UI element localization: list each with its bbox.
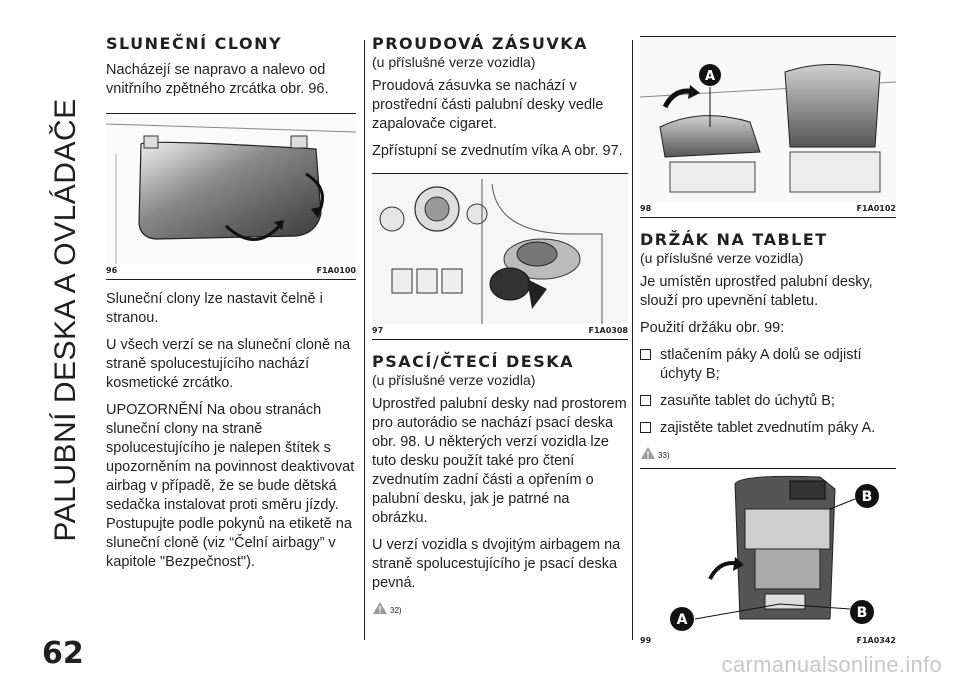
column-divider bbox=[364, 40, 365, 640]
page-number: 62 bbox=[42, 636, 84, 671]
writing-desk-paragraph-1: Uprostřed palubní desky nad prostorem pro autorádio se nachází psací deska obr. 98. U některých verzí vozidla lze tuto desku použít také pro čtení zvednutím zadní části a opřením o palubní desku, jak je patrné na obrázku. bbox=[372, 396, 627, 526]
writing-desk-subheading: (u příslušné verze vozidla) bbox=[372, 372, 536, 388]
writing-desk-paragraph-2: U verzí vozidla s dvojitým airbagem na straně spolucestujícího je psací deska pevná. bbox=[372, 537, 621, 591]
figure-99 bbox=[640, 468, 896, 645]
tablet-holder-paragraph-2: Použití držáku obr. 99: bbox=[640, 320, 785, 336]
warning-reference-32[interactable] bbox=[372, 601, 628, 615]
figure-98-caption bbox=[640, 204, 896, 213]
tablet-holder-illustration bbox=[640, 469, 896, 634]
figure-97-caption bbox=[372, 326, 628, 335]
column-tablet-holder bbox=[640, 30, 896, 645]
power-socket-paragraph-2: Zpřístupní se zvednutím víka A obr. 97. bbox=[372, 143, 623, 159]
figure-number: 97 bbox=[372, 326, 384, 335]
warning-reference-33[interactable] bbox=[640, 446, 896, 460]
warning-number: 32) bbox=[390, 606, 402, 615]
sun-visors-intro: Nacházejí se napravo a nalevo od vnitřního zpětného zrcátka obr. 96. bbox=[106, 62, 329, 97]
sun-visors-paragraph-2: U všech verzí se na sluneční cloně na straně spolucestujícího nachází kosmetické zrcátko. bbox=[106, 337, 351, 391]
warning-number: 33) bbox=[658, 451, 670, 460]
side-title-text: PALUBNÍ DESKA A OVLÁDAČE bbox=[49, 98, 82, 542]
watermark: carmanualsonline.info bbox=[721, 652, 942, 677]
figure-number: 99 bbox=[640, 636, 652, 645]
sun-visors-warning: UPOZORNĚNÍ Na obou stranách sluneční clony na straně spolucestujícího je nalepen štítek s upozorněním na povinnost deaktivovat airbag v případě, že se bude dětská sedačka instalovat proti směru jízdy. Postupujte podle pokynů na etiketě na sluneční cloně (viz “Čelní airbagy” v kapitole "Bezpečnost"). bbox=[106, 402, 355, 570]
separator bbox=[640, 217, 896, 226]
figure-code: F1A0308 bbox=[588, 326, 628, 335]
tablet-holder-subheading: (u příslušné verze vozidla) bbox=[640, 250, 804, 266]
figure-97 bbox=[372, 173, 628, 335]
power-socket-illustration bbox=[372, 174, 628, 324]
figure-99-label-a: A bbox=[676, 612, 688, 628]
list-item: stlačením páky A dolů se odjistí úchyty B; bbox=[640, 346, 896, 384]
list-item: zajistěte tablet zvednutím páky A. bbox=[640, 419, 896, 438]
sun-visors-paragraph-1: Sluneční clony lze nastavit čelně i stranou. bbox=[106, 291, 323, 326]
column-sun-visors bbox=[106, 30, 356, 580]
heading-sun-visors: SLUNEČNÍ CLONY bbox=[106, 34, 283, 53]
figure-99-caption bbox=[640, 636, 896, 645]
tablet-holder-paragraph-1: Je umístěn uprostřed palubní desky, slouží pro upevnění tabletu. bbox=[640, 274, 873, 309]
section-side-title bbox=[36, 30, 96, 610]
figure-98-label-a: A bbox=[704, 69, 716, 84]
figure-code: F1A0100 bbox=[316, 266, 356, 275]
list-item: zasuňte tablet do úchytů B; bbox=[640, 392, 896, 411]
figure-98 bbox=[640, 36, 896, 213]
warning-triangle-icon bbox=[372, 601, 388, 615]
column-divider bbox=[632, 40, 633, 640]
heading-tablet-holder: DRŽÁK NA TABLET bbox=[640, 230, 828, 249]
separator bbox=[372, 339, 628, 348]
warning-triangle-icon bbox=[640, 446, 656, 460]
tablet-holder-steps bbox=[640, 346, 896, 438]
figure-number: 98 bbox=[640, 204, 652, 213]
heading-power-socket: PROUDOVÁ ZÁSUVKA bbox=[372, 34, 589, 53]
figure-96 bbox=[106, 113, 356, 275]
figure-99-label-b-top: B bbox=[861, 489, 873, 505]
writing-desk-illustration bbox=[640, 37, 896, 202]
separator bbox=[106, 279, 356, 290]
power-socket-subheading: (u příslušné verze vozidla) bbox=[372, 54, 536, 70]
power-socket-paragraph-1: Proudová zásuvka se nachází v prostřední části palubní desky vedle zapalovače cigaret. bbox=[372, 78, 604, 132]
figure-number: 96 bbox=[106, 266, 118, 275]
figure-96-caption bbox=[106, 266, 356, 275]
figure-code: F1A0102 bbox=[856, 204, 896, 213]
sun-visor-illustration bbox=[106, 114, 356, 264]
figure-99-label-b-bottom: B bbox=[856, 605, 868, 621]
column-power-socket bbox=[372, 30, 628, 623]
heading-writing-desk: PSACÍ/ČTECÍ DESKA bbox=[372, 352, 575, 371]
figure-code: F1A0342 bbox=[856, 636, 896, 645]
